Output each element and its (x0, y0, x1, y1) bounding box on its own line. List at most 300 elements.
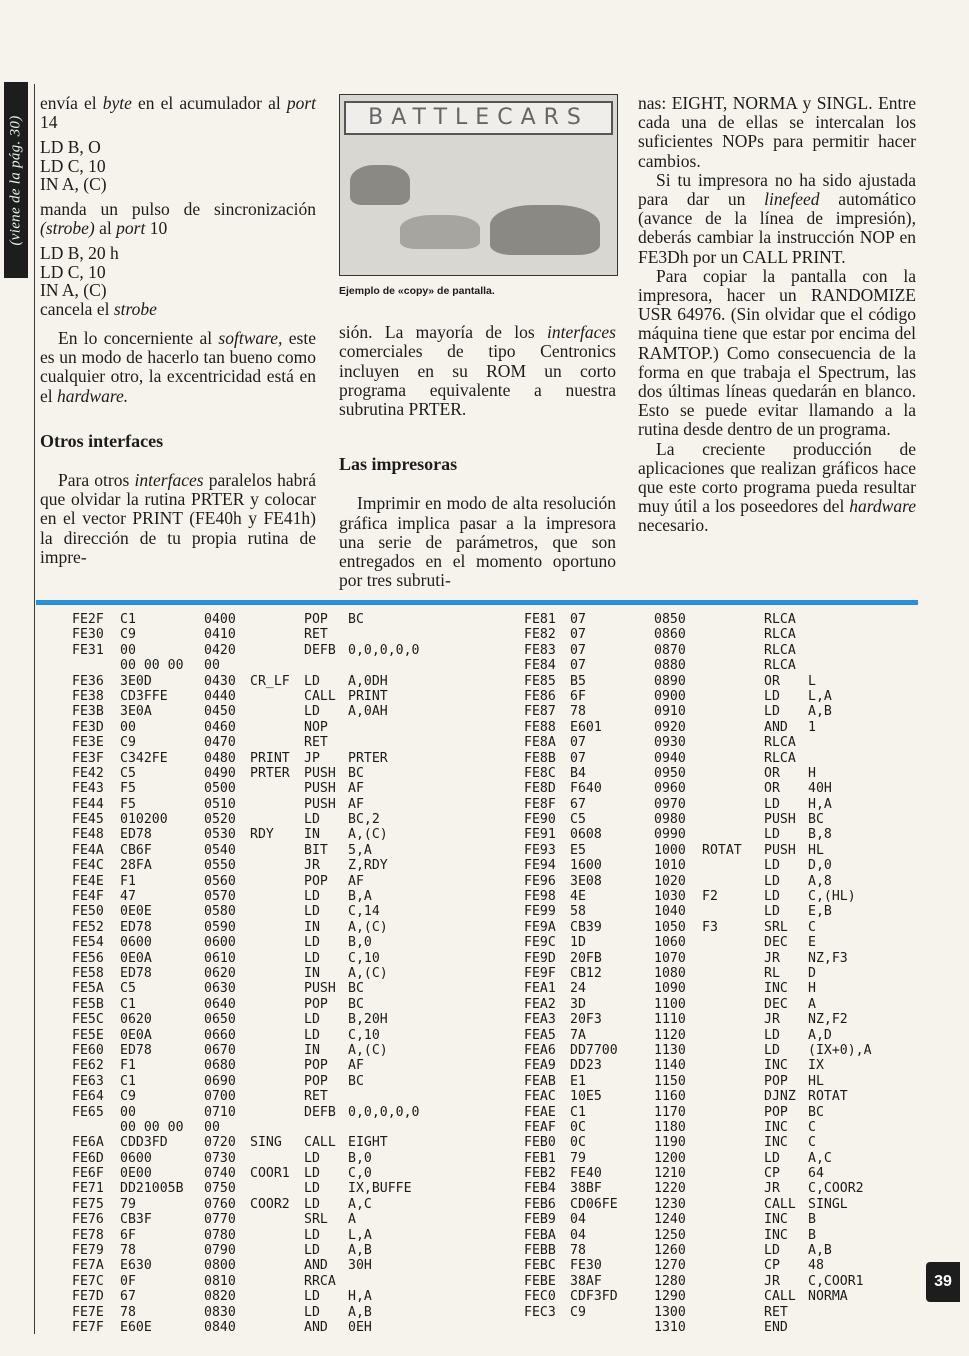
listing-mnemonic: LD (764, 858, 780, 874)
listing-row (524, 658, 908, 673)
listing-line-number: 0800 (204, 1258, 236, 1274)
listing-line-number: 0550 (204, 858, 236, 874)
listing-operand: BC (348, 765, 364, 781)
listing-label (702, 1274, 764, 1289)
listing-line-number: 0470 (204, 735, 236, 751)
listing-row (72, 1243, 458, 1258)
listing-mnemonic: DJNZ (764, 1089, 796, 1105)
listing-line-number: 1050 (654, 919, 686, 935)
listing-address: FE31 (72, 642, 104, 658)
listing-line-number: 1040 (654, 904, 686, 920)
listing-label (702, 1089, 764, 1104)
listing-label (702, 981, 764, 996)
listing-label (250, 1305, 304, 1320)
listing-operand: A (808, 996, 816, 1012)
listing-line-number: 0910 (654, 704, 686, 720)
listing-address: FEC0 (524, 1289, 556, 1305)
listing-hex-code: CB39 (570, 919, 602, 935)
listing-line-number: 0440 (204, 688, 236, 704)
listing-row (72, 1258, 458, 1273)
listing-hex-code: 0600 (120, 935, 152, 951)
listing-operand: AF (348, 1058, 364, 1074)
listing-address: FEB0 (524, 1135, 556, 1151)
listing-label (702, 674, 764, 689)
listing-operand: A,8 (808, 873, 832, 889)
paragraph: cancela el strobe (40, 298, 157, 319)
listing-label (250, 1043, 304, 1058)
listing-line-number: 1260 (654, 1243, 686, 1259)
listing-mnemonic: INC (764, 1119, 788, 1135)
listing-row (524, 1212, 908, 1227)
listing-label (702, 1243, 764, 1258)
listing-line-number: 0530 (204, 827, 236, 843)
listing-label (702, 1212, 764, 1227)
listing-operand: D,0 (808, 858, 832, 874)
section-divider (36, 600, 918, 605)
listing-line-number: 0490 (204, 765, 236, 781)
listing-operand: H (808, 765, 816, 781)
listing-line-number: 1130 (654, 1042, 686, 1058)
listing-hex-code: CD3FFE (120, 688, 168, 704)
listing-label (250, 658, 304, 673)
listing-hex-code: 20F3 (570, 1012, 602, 1028)
listing-mnemonic: JR (764, 950, 780, 966)
listing-hex-code: E630 (120, 1258, 152, 1274)
listing-operand: A,B (808, 1243, 832, 1259)
listing-mnemonic: JR (304, 858, 320, 874)
listing-mnemonic: LD (764, 704, 780, 720)
listing-label (702, 1228, 764, 1243)
listing-row (524, 689, 908, 704)
listing-label (250, 935, 304, 950)
listing-mnemonic: POP (304, 873, 328, 889)
listing-hex-code: 78 (570, 704, 586, 720)
listing-label (250, 1289, 304, 1304)
listing-operand: H,A (348, 1289, 372, 1305)
listing-address: FE91 (524, 827, 556, 843)
listing-operand: A,B (808, 704, 832, 720)
listing-row (524, 720, 908, 735)
listing-line-number: 0450 (204, 704, 236, 720)
listing-label (250, 643, 304, 658)
listing-operand: B (808, 1212, 816, 1228)
listing-row (524, 858, 908, 873)
listing-address: FE50 (72, 904, 104, 920)
listing-operand (348, 1120, 458, 1135)
listing-row (72, 966, 458, 981)
listing-mnemonic: JR (764, 1181, 780, 1197)
listing-mnemonic: DEC (764, 935, 788, 951)
listing-row (72, 1012, 458, 1027)
listing-address: FE85 (524, 673, 556, 689)
listing-line-number: 1310 (654, 1319, 686, 1335)
listing-label (250, 1074, 304, 1089)
listing-hex-code: C1 (120, 1073, 136, 1089)
listing-mnemonic: LD (304, 812, 320, 828)
listing-row (72, 643, 458, 658)
listing-line-number: 0740 (204, 1166, 236, 1182)
listing-line-number: 1140 (654, 1058, 686, 1074)
listing-operand: HL (808, 1073, 824, 1089)
listing-label (702, 1058, 764, 1073)
listing-mnemonic: AND (304, 1319, 328, 1335)
listing-row (524, 612, 908, 627)
listing-address: FE30 (72, 627, 104, 643)
listing-line-number: 0860 (654, 627, 686, 643)
listing-mnemonic: NOP (304, 719, 328, 735)
listing-line-number: 0460 (204, 719, 236, 735)
listing-mnemonic: CALL (304, 1135, 336, 1151)
listing-row (524, 1028, 908, 1043)
listing-label (702, 874, 764, 889)
listing-hex-code: CDD3FD (120, 1135, 168, 1151)
listing-line-number: 00 (204, 658, 220, 674)
figure-caption: Ejemplo de «copy» de pantalla. (339, 285, 495, 297)
listing-label (702, 766, 764, 781)
listing-operand (808, 627, 908, 642)
listing-address: FE3F (72, 750, 104, 766)
listing-hex-code: CB3F (120, 1212, 152, 1228)
listing-operand: L (808, 673, 816, 689)
listing-hex-code: DD7700 (570, 1042, 618, 1058)
listing-line-number: 1030 (654, 889, 686, 905)
listing-row (524, 1305, 908, 1320)
listing-hex-code: 04 (570, 1227, 586, 1243)
listing-hex-code: 47 (120, 889, 136, 905)
listing-line-number: 1250 (654, 1227, 686, 1243)
listing-mnemonic: DEC (764, 996, 788, 1012)
listing-line-number: 0980 (654, 812, 686, 828)
listing-label (702, 827, 764, 842)
listing-address: FE44 (72, 796, 104, 812)
listing-label (250, 735, 304, 750)
listing-row (524, 735, 908, 750)
listing-row (72, 1135, 458, 1150)
listing-hex-code: F640 (570, 781, 602, 797)
listing-row (524, 1228, 908, 1243)
listing-hex-code: F5 (120, 781, 136, 797)
listing-mnemonic: RLCA (764, 612, 796, 627)
listing-operand: A,(C) (348, 1042, 388, 1058)
listing-hex-code: B5 (570, 673, 586, 689)
listing-mnemonic: LD (764, 796, 780, 812)
listing-address: FE63 (72, 1073, 104, 1089)
listing-row (524, 1105, 908, 1120)
listing-mnemonic: OR (764, 765, 780, 781)
listing-address: FE79 (72, 1243, 104, 1259)
listing-address: FE7D (72, 1289, 104, 1305)
listing-hex-code: 58 (570, 904, 586, 920)
listing-address: FEBB (524, 1243, 556, 1259)
listing-line-number: 0410 (204, 627, 236, 643)
listing-row (524, 997, 908, 1012)
listing-address: FE9F (524, 965, 556, 981)
listing-line-number: 0870 (654, 642, 686, 658)
listing-line-number: 1070 (654, 950, 686, 966)
listing-address: FE7A (72, 1258, 104, 1274)
listing-operand (808, 612, 908, 627)
listing-mnemonic: OR (764, 781, 780, 797)
left-frame-line (34, 84, 35, 1334)
listing-row (72, 627, 458, 642)
listing-address: FE65 (72, 1104, 104, 1120)
listing-operand (808, 1305, 908, 1320)
listing-line-number: 1210 (654, 1166, 686, 1182)
listing-address: FE8A (524, 735, 556, 751)
listing-row (72, 997, 458, 1012)
listing-hex-code: C5 (120, 765, 136, 781)
listing-address: FE38 (72, 688, 104, 704)
listing-address: FEA1 (524, 981, 556, 997)
listing-address: FEA3 (524, 1012, 556, 1028)
listing-label (702, 658, 764, 673)
listing-address: FE99 (524, 904, 556, 920)
listing-operand: L,A (808, 688, 832, 704)
listing-label (250, 1058, 304, 1073)
listing-row (524, 751, 908, 766)
listing-mnemonic: PUSH (304, 796, 336, 812)
listing-label (702, 751, 764, 766)
listing-line-number: 0520 (204, 812, 236, 828)
listing-mnemonic: LD (304, 1181, 320, 1197)
listing-row (72, 951, 458, 966)
listing-hex-code: ED78 (120, 827, 152, 843)
listing-row (524, 1012, 908, 1027)
listing-address: FE82 (524, 627, 556, 643)
listing-label: SING (250, 1135, 282, 1151)
listing-mnemonic: END (764, 1319, 788, 1335)
listing-operand: NORMA (808, 1289, 848, 1305)
listing-row (524, 766, 908, 781)
listing-line-number: 1010 (654, 858, 686, 874)
listing-label (702, 704, 764, 719)
listing-mnemonic: POP (304, 1058, 328, 1074)
listing-label (250, 1228, 304, 1243)
listing-operand: 5,A (348, 842, 372, 858)
listing-operand: C,(HL) (808, 889, 856, 905)
listing-row (524, 1197, 908, 1212)
listing-row (72, 781, 458, 796)
listing-address: FE86 (524, 688, 556, 704)
listing-hex-code: C9 (120, 1089, 136, 1105)
listing-address: FE42 (72, 765, 104, 781)
listing-operand: B,0 (348, 935, 372, 951)
listing-operand: 0,0,0,0,0 (348, 1104, 420, 1120)
listing-row (524, 1151, 908, 1166)
listing-line-number: 0990 (654, 827, 686, 843)
listing-hex-code: 78 (570, 1243, 586, 1259)
listing-hex-code: E1 (570, 1073, 586, 1089)
listing-mnemonic: RET (764, 1304, 788, 1320)
listing-operand: PRINT (348, 688, 388, 704)
listing-operand: 0,0,0,0,0 (348, 642, 420, 658)
listing-address (72, 658, 120, 673)
listing-row (72, 797, 458, 812)
paragraph: envía el byte en el acumulador al port 14 (40, 93, 316, 133)
listing-operand (348, 735, 458, 750)
listing-label (702, 1105, 764, 1120)
listing-mnemonic: RLCA (764, 658, 796, 674)
listing-hex-code: 3D (570, 996, 586, 1012)
listing-operand: C,0 (348, 1166, 372, 1182)
listing-mnemonic: CP (764, 1166, 780, 1182)
listing-operand: BC,2 (348, 812, 380, 828)
listing-operand: 64 (808, 1166, 824, 1182)
paragraph: La creciente producción de aplicaciones que realizan gráficos hace que este corto programa pueda resultar muy útil a los poseedores del hardware necesario. (638, 438, 916, 536)
listing-mnemonic: LD (764, 904, 780, 920)
listing-mnemonic: LD (304, 1243, 320, 1259)
assembly-listing-right (524, 612, 908, 1335)
listing-address: FE84 (524, 658, 556, 674)
listing-line-number: 0900 (654, 688, 686, 704)
listing-label (702, 904, 764, 919)
listing-label (250, 720, 304, 735)
figure-logo: BATTLECARS (344, 101, 613, 135)
listing-mnemonic: CALL (764, 1196, 796, 1212)
listing-line-number: 0430 (204, 673, 236, 689)
listing-hex-code: 0E0A (120, 950, 152, 966)
listing-hex-code: FE30 (570, 1258, 602, 1274)
listing-operand: A,0AH (348, 704, 388, 720)
listing-line-number: 1200 (654, 1150, 686, 1166)
listing-address: FE45 (72, 812, 104, 828)
listing-hex-code: 04 (570, 1212, 586, 1228)
listing-row (524, 889, 908, 904)
listing-label (250, 797, 304, 812)
listing-line-number: 0600 (204, 935, 236, 951)
listing-hex-code: 6F (120, 1227, 136, 1243)
listing-row (72, 1074, 458, 1089)
listing-hex-code: 07 (570, 735, 586, 751)
listing-address: FE5A (72, 981, 104, 997)
listing-row (524, 1243, 908, 1258)
listing-operand: D (808, 965, 816, 981)
listing-row (524, 935, 908, 950)
listing-line-number: 0710 (204, 1104, 236, 1120)
listing-label: CR_LF (250, 673, 290, 689)
listing-operand: Z,RDY (348, 858, 388, 874)
listing-label (250, 966, 304, 981)
listing-operand (348, 720, 458, 735)
listing-hex-code: 3E08 (570, 873, 602, 889)
paragraph: manda un pulso de sincronización (strobe) al port 10 (40, 198, 316, 239)
listing-line-number: 1080 (654, 965, 686, 981)
listing-row (524, 1089, 908, 1104)
listing-hex-code (570, 1320, 654, 1335)
listing-operand: C,14 (348, 904, 380, 920)
listing-address: FE2F (72, 612, 104, 627)
paragraph: Imprimir en modo de alta resolución gráfica implica pasar a la impresora una serie de parámetros, que son entregados en el momento oportuno por tres subruti- (339, 493, 616, 591)
listing-address: FEC3 (524, 1304, 556, 1320)
listing-hex-code: CB6F (120, 842, 152, 858)
listing-row (72, 1166, 458, 1181)
listing-operand (348, 658, 458, 673)
listing-line-number: 0690 (204, 1073, 236, 1089)
figure-car-image (490, 205, 600, 255)
listing-label (702, 1012, 764, 1027)
listing-mnemonic: RET (304, 735, 328, 751)
listing-label (702, 1135, 764, 1150)
listing-line-number: 0920 (654, 719, 686, 735)
listing-label (250, 689, 304, 704)
listing-hex-code: DD23 (570, 1058, 602, 1074)
listing-hex-code: 0600 (120, 1150, 152, 1166)
listing-label: F2 (702, 889, 718, 905)
listing-address: FE60 (72, 1042, 104, 1058)
listing-line-number: 0880 (654, 658, 686, 674)
listing-line-number: 1110 (654, 1012, 686, 1028)
listing-label (702, 797, 764, 812)
listing-label (702, 1289, 764, 1304)
listing-row (524, 981, 908, 996)
listing-address: FE93 (524, 842, 556, 858)
listing-operand: AF (348, 796, 364, 812)
listing-hex-code: 00 00 00 (120, 658, 184, 674)
listing-label: PRINT (250, 750, 290, 766)
listing-line-number: 1290 (654, 1289, 686, 1305)
listing-line-number: 0540 (204, 842, 236, 858)
listing-operand: NZ,F3 (808, 950, 848, 966)
listing-address: FEB6 (524, 1196, 556, 1212)
listing-mnemonic: DEFB (304, 642, 336, 658)
listing-hex-code: C1 (570, 1104, 586, 1120)
listing-label (250, 904, 304, 919)
listing-operand: HL (808, 842, 824, 858)
listing-operand (348, 627, 458, 642)
listing-hex-code: CB12 (570, 965, 602, 981)
listing-row (72, 858, 458, 873)
listing-address: FEBA (524, 1227, 556, 1243)
listing-address: FEAE (524, 1104, 556, 1120)
listing-address: FE98 (524, 889, 556, 905)
listing-mnemonic: LD (304, 1196, 320, 1212)
listing-line-number: 0770 (204, 1212, 236, 1228)
listing-mnemonic: LD (764, 1042, 780, 1058)
listing-hex-code: 6F (570, 688, 586, 704)
listing-row (524, 1274, 908, 1289)
figure-car-image (400, 215, 480, 249)
listing-address: FEA9 (524, 1058, 556, 1074)
listing-line-number: 1000 (654, 842, 686, 858)
listing-mnemonic: INC (764, 1058, 788, 1074)
listing-mnemonic: RLCA (764, 750, 796, 766)
listing-mnemonic: LD (764, 827, 780, 843)
listing-row (524, 843, 908, 858)
listing-mnemonic: LD (304, 935, 320, 951)
listing-address: FE96 (524, 873, 556, 889)
listing-address: FE4E (72, 873, 104, 889)
listing-operand: B (808, 1227, 816, 1243)
listing-address: FE94 (524, 858, 556, 874)
listing-hex-code: 00 (120, 1104, 136, 1120)
listing-operand: A,C (348, 1196, 372, 1212)
listing-mnemonic: LD (304, 1027, 320, 1043)
listing-address: FEA2 (524, 996, 556, 1012)
listing-label (250, 612, 304, 627)
listing-label (702, 935, 764, 950)
listing-label (250, 1151, 304, 1166)
listing-hex-code: 0E00 (120, 1166, 152, 1182)
listing-address: FE8D (524, 781, 556, 797)
listing-operand: BC (348, 1073, 364, 1089)
listing-hex-code: C342FE (120, 750, 168, 766)
listing-address: FE75 (72, 1196, 104, 1212)
listing-address: FE64 (72, 1089, 104, 1105)
listing-hex-code: 3E0A (120, 704, 152, 720)
listing-operand: 40H (808, 781, 832, 797)
listing-hex-code: 00 (120, 642, 136, 658)
listing-label (702, 627, 764, 642)
